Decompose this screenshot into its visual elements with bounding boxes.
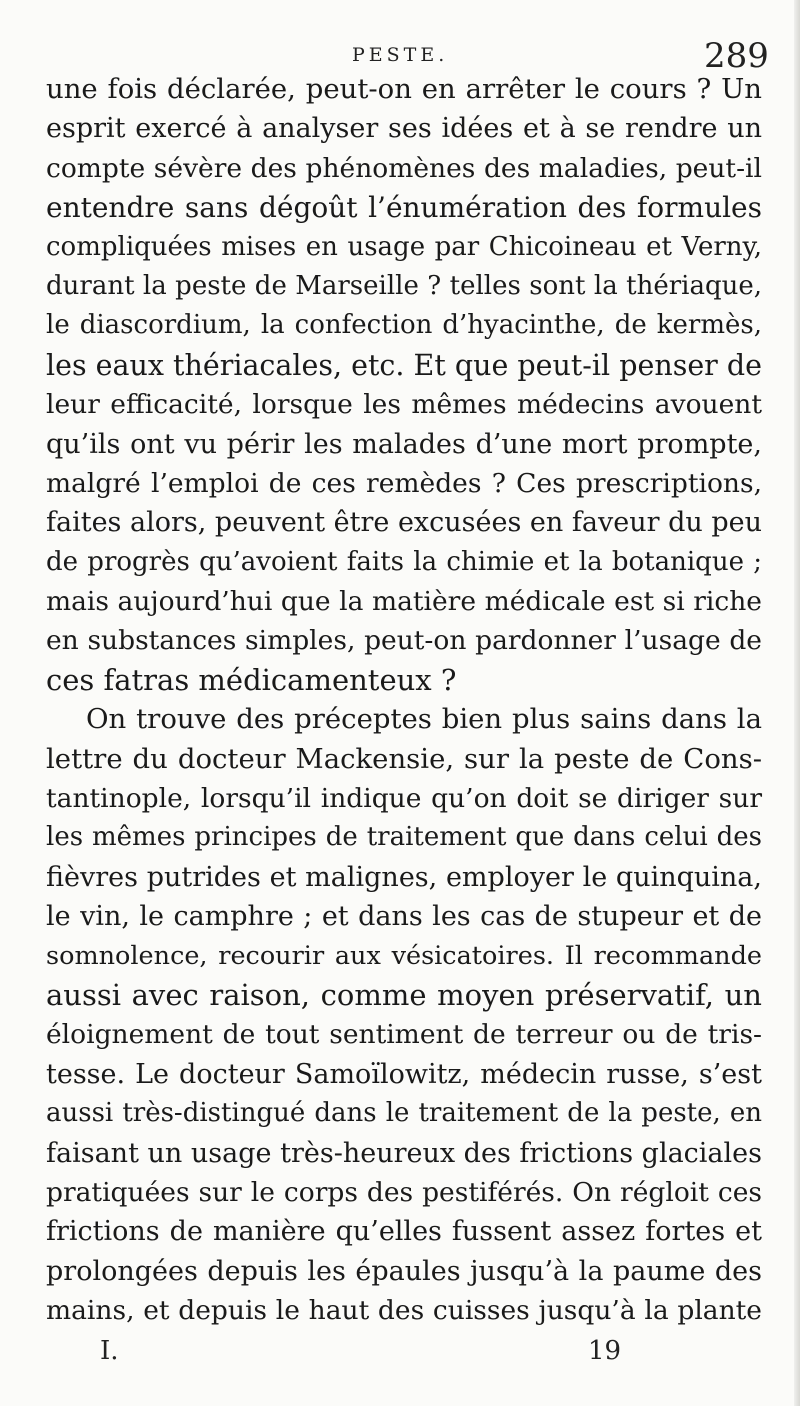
text-line: aussi avec raison, comme moyen préservatif, un bbox=[46, 977, 762, 1012]
running-title: PESTE. bbox=[352, 44, 449, 66]
text-line: les eaux thériacales, etc. Et que peut-il penser de bbox=[46, 348, 762, 382]
text-line: le vin, le camphre ; et dans les cas de stupeur et de bbox=[46, 901, 762, 933]
text-line: en substances simples, peut-on pardonner l’usage de bbox=[46, 625, 762, 657]
text-line: le diascordium, la confection d’hyacinthe, de kermès, bbox=[46, 310, 762, 341]
text-line: tesse. Le docteur Samoïlowitz, médecin russe, s’est bbox=[46, 1058, 762, 1090]
text-line: lettre du docteur Mackensie, sur la peste de Cons- bbox=[46, 742, 762, 775]
text-line: compliquées mises en usage par Chicoineau et Verny, bbox=[46, 231, 762, 262]
text-line: durant la peste de Marseille ? telles sont la thériaque, bbox=[46, 270, 762, 301]
text-line: faisant un usage très-heureux des frictions glaciales bbox=[46, 1137, 762, 1169]
text-line: esprit exercé à analyser ses idées et à se rendre un bbox=[46, 113, 762, 145]
text-line: tantinople, lorsqu’il indique qu’on doit se diriger sur bbox=[46, 783, 762, 815]
volume-signature: I. bbox=[100, 1336, 119, 1366]
text-line: de progrès qu’avoient faits la chimie et la botanique ; bbox=[46, 546, 762, 577]
text-line: une fois déclarée, peut-on en arrêter le cours ? Un bbox=[46, 73, 762, 105]
text-line: fièvres putrides et malignes, employer le quinquina, bbox=[46, 861, 762, 893]
text-line: compte sévère des phénomènes des maladies, peut-il bbox=[46, 152, 762, 184]
text-line: somnolence, recourir aux vésicatoires. Il recommande bbox=[46, 940, 762, 971]
text-line: ces fatras médicamenteux ? bbox=[46, 662, 457, 697]
text-line: leur efficacité, lorsque les mêmes médecins avouent bbox=[46, 389, 762, 421]
text-line: malgré l’emploi de ces remèdes ? Ces prescriptions, bbox=[46, 467, 762, 499]
text-line: prolongées depuis les épaules jusqu’à la paume des bbox=[46, 1255, 762, 1287]
text-line: pratiquées sur le corps des pestiférés. On régloit ces bbox=[46, 1176, 762, 1208]
text-line: frictions de manière qu’elles fussent assez fortes et bbox=[46, 1216, 762, 1248]
text-line: mais aujourd’hui que la matière médicale est si riche bbox=[46, 586, 762, 618]
page-footer bbox=[0, 1336, 800, 1376]
scan-edge-shadow bbox=[794, 0, 800, 1406]
text-line: les mêmes principes de traitement que dans celui des bbox=[46, 822, 762, 853]
paragraph-2 bbox=[46, 700, 762, 1330]
text-line: entendre sans dégoût l’énumération des formules bbox=[46, 191, 762, 225]
text-line: faites alors, peuvent être excusées en faveur du peu bbox=[46, 507, 762, 539]
page-number: 289 bbox=[704, 36, 769, 76]
body-text bbox=[46, 70, 762, 1331]
text-line: aussi très-distingué dans le traitement de la peste, en bbox=[46, 1098, 762, 1129]
text-line: éloignement de tout sentiment de terreur ou de tris- bbox=[46, 1019, 762, 1051]
paragraph-1 bbox=[46, 70, 762, 700]
text-line: qu’ils ont vu périr les malades d’une mort prompte, bbox=[46, 428, 762, 460]
gathering-signature: 19 bbox=[588, 1336, 622, 1366]
text-line: On trouve des préceptes bien plus sains dans la bbox=[86, 703, 762, 736]
text-line: mains, et depuis le haut des cuisses jusqu’à la plante bbox=[46, 1295, 762, 1327]
